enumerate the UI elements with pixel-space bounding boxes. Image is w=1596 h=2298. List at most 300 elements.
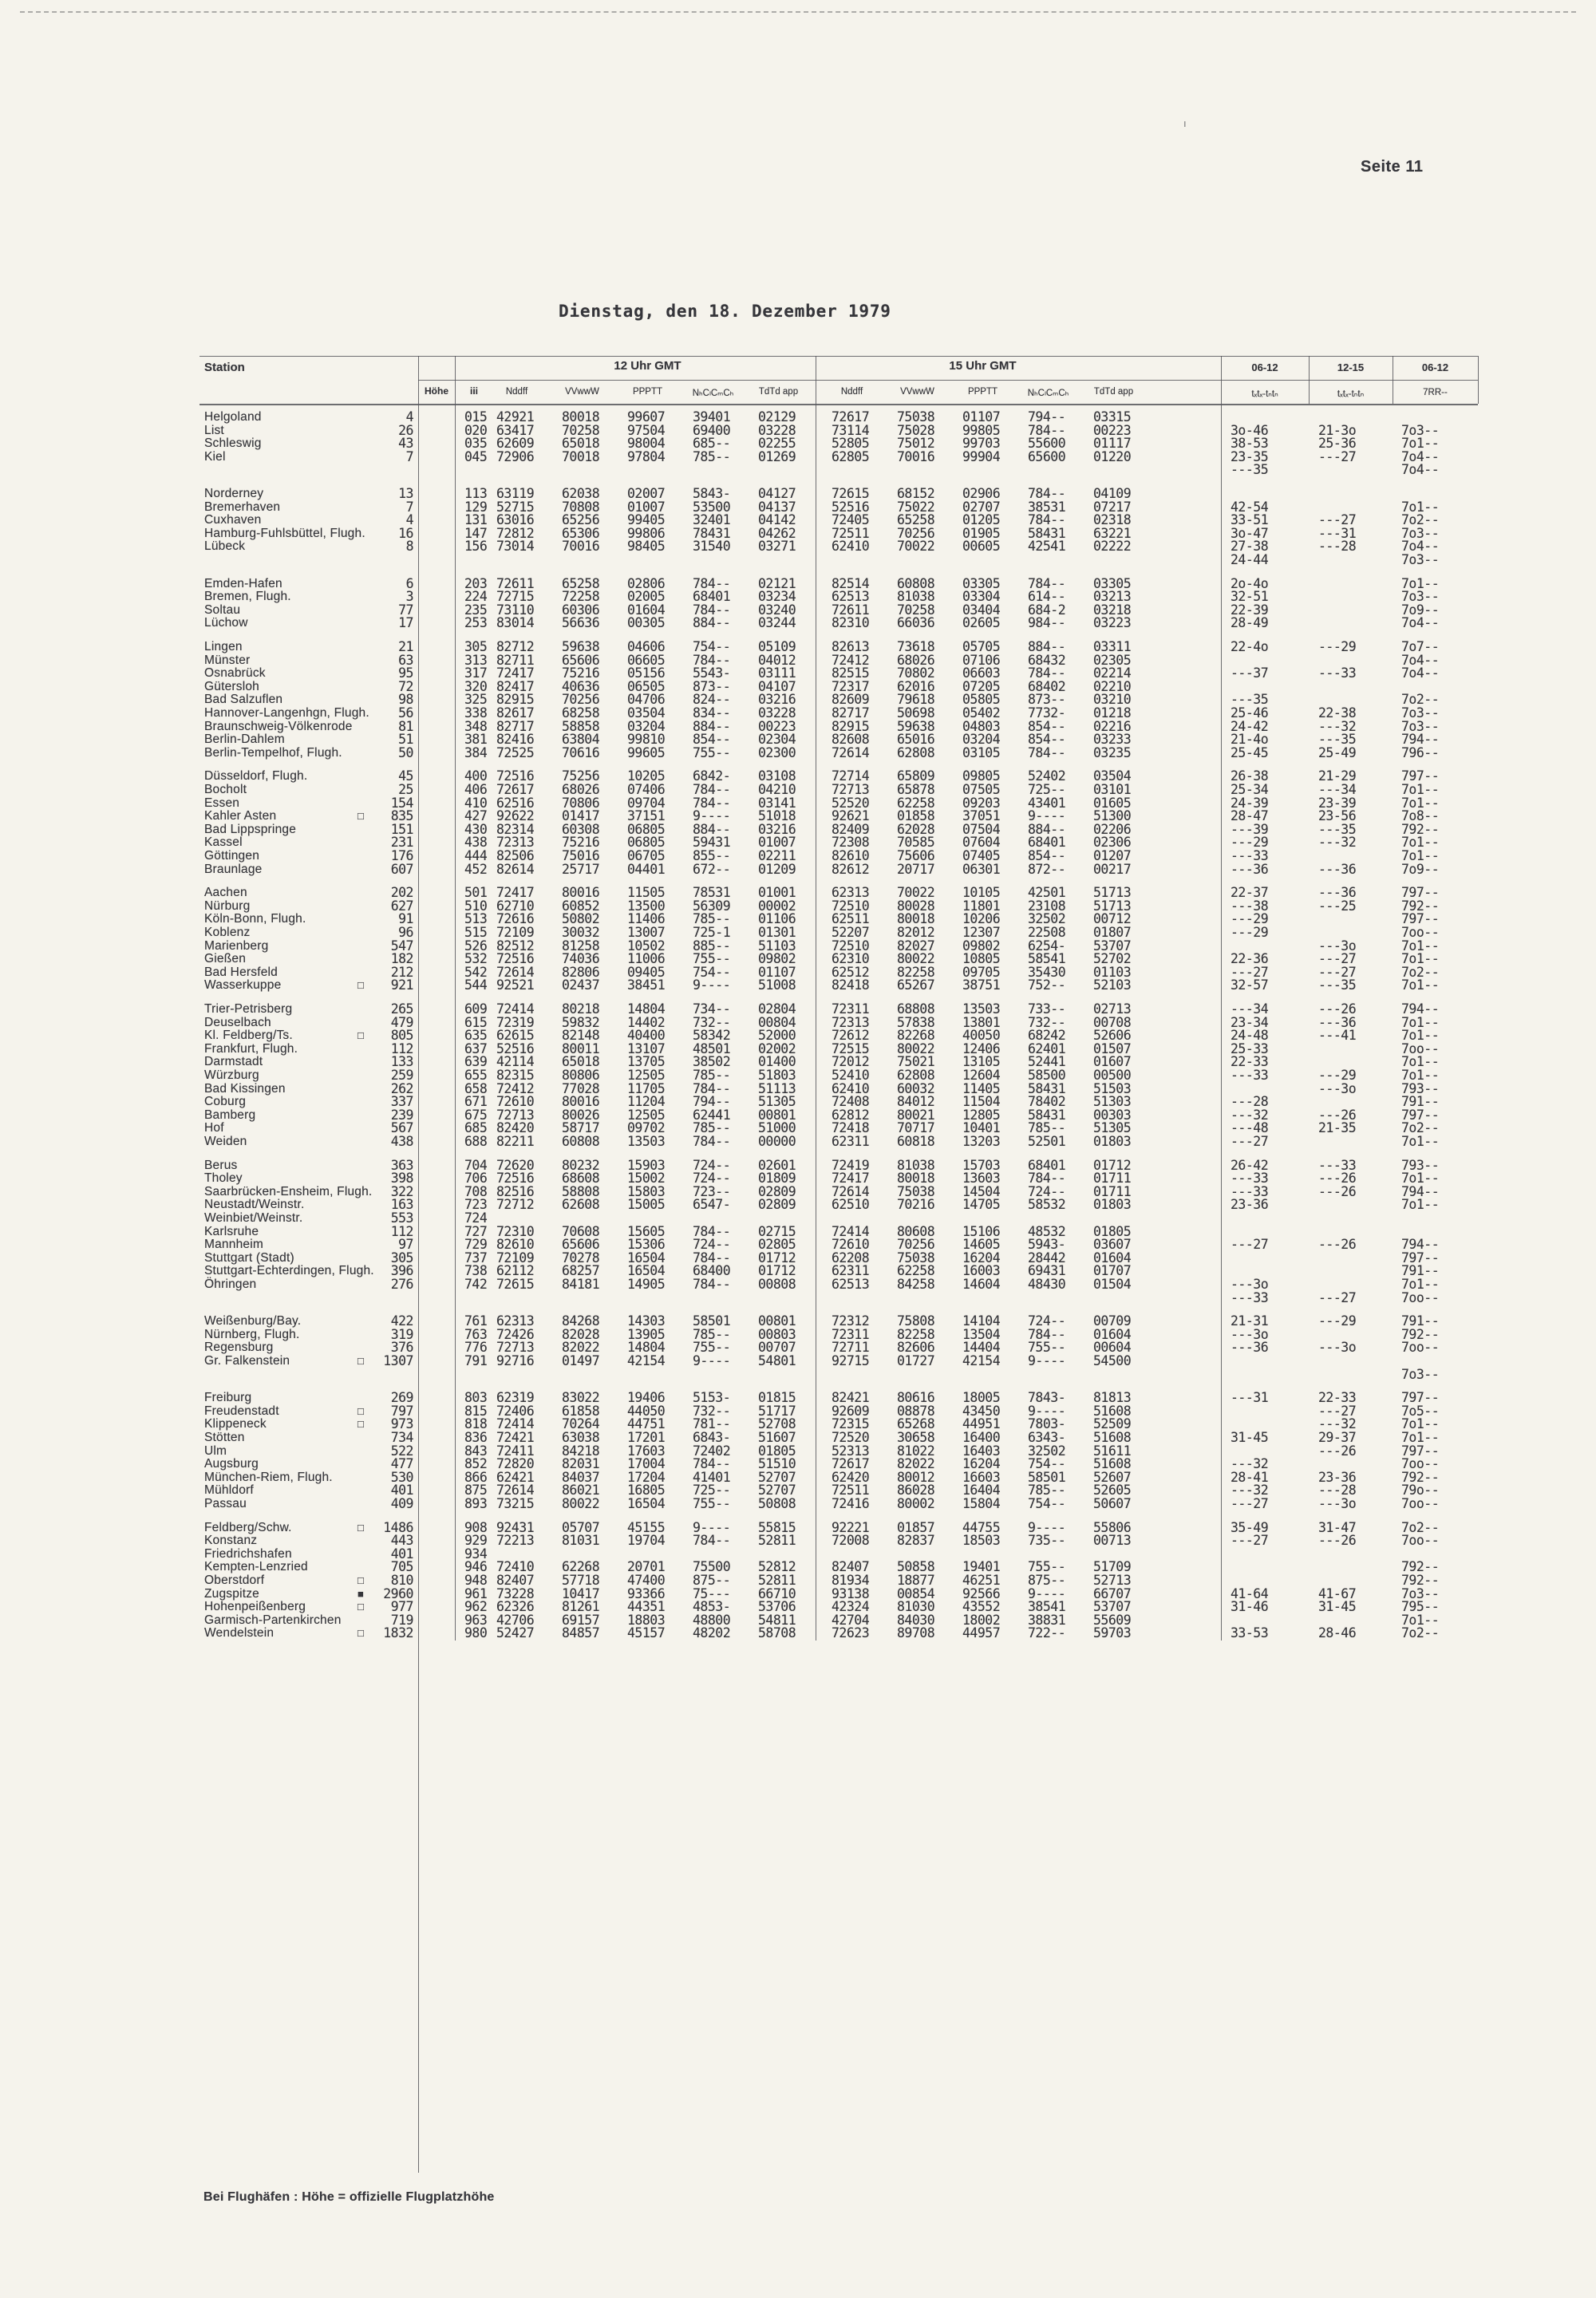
obs-12gmt-group: 884-- [693, 822, 731, 837]
obs-15gmt-group: 59638 [897, 719, 935, 734]
station-marker-icon: □ [358, 1627, 365, 1639]
station-height: 797 [390, 1404, 413, 1419]
climate-7rr-value: 7o8-- [1401, 808, 1440, 823]
obs-12gmt-group: 15005 [627, 1197, 666, 1212]
obs-12gmt-group: 784-- [693, 1533, 731, 1548]
obs-12gmt-group: 01417 [562, 808, 600, 823]
obs-12gmt-group: 72109 [496, 1250, 535, 1265]
obs-15gmt-group: 30658 [897, 1430, 935, 1445]
obs-15gmt-group: 72617 [832, 1456, 870, 1471]
obs-15gmt-group: 68401 [1028, 1158, 1066, 1173]
obs-15gmt-group: 72612 [832, 1028, 870, 1043]
obs-12gmt-group: 06505 [627, 679, 666, 694]
station-number: 704 [464, 1158, 488, 1173]
table-row [0, 1159, 1596, 1172]
obs-15gmt-group: 52702 [1093, 951, 1132, 966]
obs-15gmt-group: 03304 [962, 589, 1001, 604]
climate-7rr-value: 7o4-- [1401, 449, 1440, 464]
obs-12gmt-group: 32401 [693, 512, 731, 527]
obs-12gmt-group: 82806 [562, 965, 600, 980]
climate-12-15-value: ---27 [1318, 1404, 1357, 1419]
climate-06-12-value: 38-53 [1231, 436, 1269, 451]
obs-15gmt-group: 62258 [897, 1263, 935, 1278]
obs-12gmt-group: 52516 [496, 1041, 535, 1056]
climate-12-15-value: 21-29 [1318, 768, 1357, 784]
station-number: 427 [464, 808, 488, 823]
obs-15gmt-group: 82606 [897, 1340, 935, 1355]
station-height: 151 [390, 822, 413, 837]
obs-12gmt-group: 12505 [627, 1108, 666, 1123]
obs-12gmt-group: 37151 [627, 808, 666, 823]
obs-12gmt-group: 80022 [562, 1496, 600, 1511]
station-height: 734 [390, 1430, 413, 1445]
obs-12gmt-group: 99605 [627, 745, 666, 760]
obs-15gmt-group: 13603 [962, 1171, 1001, 1186]
obs-15gmt-group: 58431 [1028, 1108, 1066, 1123]
obs-15gmt-group: 872-- [1028, 862, 1066, 877]
climate-7rr-value: 7o1-- [1401, 1197, 1440, 1212]
obs-15gmt-group: 02318 [1093, 512, 1132, 527]
climate-12-15-value: 21-3o [1318, 423, 1357, 438]
obs-15gmt-group: 78402 [1028, 1094, 1066, 1109]
climate-06-12-value: 27-38 [1231, 539, 1269, 554]
station-number: 875 [464, 1483, 488, 1498]
climate-06-12-value: 33-51 [1231, 512, 1269, 527]
climate-12-15-value: 21-35 [1318, 1120, 1357, 1135]
table-row [0, 849, 1596, 863]
table-row [0, 1291, 1596, 1305]
obs-12gmt-group: 54801 [758, 1353, 796, 1368]
obs-12gmt-group: 60306 [562, 602, 600, 618]
obs-15gmt-group: 11504 [962, 1094, 1001, 1109]
obs-15gmt-group: 82409 [832, 822, 870, 837]
obs-15gmt-group: 07604 [962, 835, 1001, 850]
obs-15gmt-group: 754-- [1028, 1496, 1066, 1511]
obs-12gmt-group: 5543- [693, 665, 731, 681]
obs-15gmt-group: 72614 [832, 745, 870, 760]
station-number: 962 [464, 1599, 488, 1614]
obs-12gmt-group: 82314 [496, 822, 535, 837]
climate-06-12-value: 33-53 [1231, 1625, 1269, 1641]
obs-12gmt-group: 09704 [627, 796, 666, 811]
obs-12gmt-group: 72820 [496, 1456, 535, 1471]
station-name: Lübeck [204, 539, 246, 553]
obs-15gmt-group: 5943- [1028, 1237, 1066, 1252]
obs-12gmt-group: 00801 [758, 1313, 796, 1329]
obs-12gmt-group: 82610 [496, 1237, 535, 1252]
obs-15gmt-group: 15804 [962, 1496, 1001, 1511]
obs-15gmt-group: 62410 [832, 1081, 870, 1096]
obs-12gmt-group: 05109 [758, 639, 796, 654]
station-number: 893 [464, 1496, 488, 1511]
obs-12gmt-group: 42114 [496, 1054, 535, 1069]
obs-12gmt-group: 01400 [758, 1054, 796, 1069]
obs-12gmt-group: 44751 [627, 1416, 666, 1431]
obs-12gmt-group: 59832 [562, 1015, 600, 1030]
table-row [0, 577, 1596, 590]
climate-12-15-value: ---35 [1318, 732, 1357, 747]
obs-12gmt-group: 9---- [693, 1353, 731, 1368]
obs-12gmt-group: 03141 [758, 796, 796, 811]
obs-15gmt-group: 18005 [962, 1390, 1001, 1405]
station-number: 020 [464, 423, 488, 438]
obs-12gmt-group: 6547- [693, 1197, 731, 1212]
obs-15gmt-group: 86028 [897, 1483, 935, 1498]
obs-12gmt-group: 875-- [693, 1573, 731, 1588]
obs-12gmt-group: 72617 [496, 782, 535, 797]
station-name: Kahler Asten [204, 809, 277, 823]
obs-15gmt-group: 72311 [832, 1327, 870, 1342]
climate-7rr-value: 7o3-- [1401, 1586, 1440, 1601]
obs-12gmt-group: 58808 [562, 1184, 600, 1199]
obs-12gmt-group: 92431 [496, 1520, 535, 1535]
obs-12gmt-group: 98405 [627, 539, 666, 554]
table-row [0, 653, 1596, 667]
obs-15gmt-group: 75038 [897, 409, 935, 424]
station-height: 176 [390, 848, 413, 863]
obs-12gmt-group: 72620 [496, 1158, 535, 1173]
obs-15gmt-group: 02216 [1093, 719, 1132, 734]
obs-15gmt-group: 9---- [1028, 1404, 1066, 1419]
obs-12gmt-group: 00803 [758, 1327, 796, 1342]
table-rows [0, 410, 1596, 1687]
obs-15gmt-group: 01805 [1093, 1224, 1132, 1239]
climate-06-12-value: 21-31 [1231, 1313, 1269, 1329]
climate-12-15-value: ---26 [1318, 1108, 1357, 1123]
obs-12gmt-group: 38451 [627, 977, 666, 993]
station-number: 658 [464, 1081, 488, 1096]
station-number: 325 [464, 692, 488, 707]
station-number: 963 [464, 1613, 488, 1628]
climate-7rr-value: 7o1-- [1401, 576, 1440, 591]
obs-12gmt-group: 51008 [758, 977, 796, 993]
climate-06-12-value: 31-45 [1231, 1430, 1269, 1445]
climate-7rr-value: 7oo-- [1401, 1456, 1440, 1471]
obs-12gmt-group: 14402 [627, 1015, 666, 1030]
station-name: Kiel [204, 450, 226, 464]
station-number: 737 [464, 1250, 488, 1265]
col-subheader-txtn-1: tₓtₓ-tₙtₙ [1251, 389, 1278, 399]
table-row [0, 863, 1596, 876]
station-height: 522 [390, 1443, 413, 1459]
obs-15gmt-group: 13105 [962, 1054, 1001, 1069]
obs-12gmt-group: 65606 [562, 1237, 600, 1252]
obs-15gmt-group: 52605 [1093, 1483, 1132, 1498]
obs-12gmt-group: 17204 [627, 1470, 666, 1485]
obs-12gmt-group: 02809 [758, 1184, 796, 1199]
station-number: 609 [464, 1001, 488, 1017]
obs-15gmt-group: 01803 [1093, 1197, 1132, 1212]
obs-15gmt-group: 52509 [1093, 1416, 1132, 1431]
obs-15gmt-group: 62208 [832, 1250, 870, 1265]
climate-06-12-value: ---33 [1231, 1171, 1269, 1186]
obs-12gmt-group: 70278 [562, 1250, 600, 1265]
station-number: 929 [464, 1533, 488, 1548]
col-header-ppptt-12: PPPTT [632, 387, 663, 397]
obs-12gmt-group: 57718 [562, 1573, 600, 1588]
climate-06-12-value: ---27 [1231, 1496, 1269, 1511]
climate-7rr-value: 791-- [1401, 1263, 1440, 1278]
obs-12gmt-group: 725-- [693, 1483, 731, 1498]
station-height: 51 [398, 732, 413, 747]
obs-12gmt-group: 59638 [562, 639, 600, 654]
obs-12gmt-group: 80018 [562, 409, 600, 424]
obs-15gmt-group: 03223 [1093, 615, 1132, 630]
climate-7rr-value: 792-- [1401, 822, 1440, 837]
obs-15gmt-group: 42501 [1028, 885, 1066, 900]
station-height: 182 [390, 951, 413, 966]
obs-15gmt-group: 68242 [1028, 1028, 1066, 1043]
obs-15gmt-group: 03504 [1093, 768, 1132, 784]
obs-12gmt-group: 80016 [562, 885, 600, 900]
obs-15gmt-group: 07205 [962, 679, 1001, 694]
climate-12-15-value: 23-36 [1318, 1470, 1357, 1485]
climate-7rr-value: 7o1-- [1401, 1028, 1440, 1043]
station-number: 815 [464, 1404, 488, 1419]
obs-15gmt-group: 03105 [962, 745, 1001, 760]
table-row [0, 463, 1596, 476]
obs-15gmt-group: 72412 [832, 653, 870, 668]
obs-15gmt-group: 84030 [897, 1613, 935, 1628]
station-height: 13 [398, 486, 413, 501]
station-number: 510 [464, 898, 488, 914]
station-name: Bad Lippspringe [204, 823, 297, 836]
obs-12gmt-group: 784-- [693, 1456, 731, 1471]
climate-12-15-value: ---36 [1318, 862, 1357, 877]
station-name: Saarbrücken-Ensheim, Flugh. [204, 1185, 373, 1198]
station-height: 422 [390, 1313, 413, 1329]
obs-12gmt-group: 15605 [627, 1224, 666, 1239]
station-number: 836 [464, 1430, 488, 1445]
obs-15gmt-group: 58541 [1028, 951, 1066, 966]
obs-12gmt-group: 83022 [562, 1390, 600, 1405]
obs-12gmt-group: 38502 [693, 1054, 731, 1069]
station-height: 398 [390, 1171, 413, 1186]
climate-7rr-value: 791-- [1401, 1313, 1440, 1329]
obs-12gmt-group: 10417 [562, 1586, 600, 1601]
obs-12gmt-group: 48800 [693, 1613, 731, 1628]
obs-12gmt-group: 68400 [693, 1263, 731, 1278]
obs-12gmt-group: 784-- [693, 1250, 731, 1265]
obs-15gmt-group: 14404 [962, 1340, 1001, 1355]
station-height: 276 [390, 1277, 413, 1292]
obs-12gmt-group: 725-1 [693, 925, 731, 940]
obs-12gmt-group: 05156 [627, 665, 666, 681]
obs-15gmt-group: 684-2 [1028, 602, 1066, 618]
obs-15gmt-group: 75606 [897, 848, 935, 863]
obs-12gmt-group: 781-- [693, 1416, 731, 1431]
obs-12gmt-group: 00002 [758, 898, 796, 914]
climate-06-12-value: 22-4o [1231, 639, 1269, 654]
obs-15gmt-group: 82421 [832, 1390, 870, 1405]
obs-12gmt-group: 13107 [627, 1041, 666, 1056]
obs-15gmt-group: 784-- [1028, 745, 1066, 760]
obs-12gmt-group: 60308 [562, 822, 600, 837]
station-marker-icon: □ [358, 1405, 365, 1417]
obs-15gmt-group: 58500 [1028, 1068, 1066, 1083]
station-name: München-Riem, Flugh. [204, 1471, 333, 1484]
obs-15gmt-group: 09203 [962, 796, 1001, 811]
obs-15gmt-group: 51709 [1093, 1559, 1132, 1574]
obs-15gmt-group: 16400 [962, 1430, 1001, 1445]
climate-06-12-value: ---29 [1231, 835, 1269, 850]
obs-15gmt-group: 72520 [832, 1430, 870, 1445]
table-row [0, 1121, 1596, 1135]
obs-15gmt-group: 875-- [1028, 1573, 1066, 1588]
climate-7rr-value: 7o2-- [1401, 692, 1440, 707]
obs-15gmt-group: 07405 [962, 848, 1001, 863]
obs-12gmt-group: 62038 [562, 486, 600, 501]
obs-12gmt-group: 02715 [758, 1224, 796, 1239]
obs-12gmt-group: 754-- [693, 965, 731, 980]
obs-15gmt-group: 63221 [1093, 526, 1132, 541]
obs-12gmt-group: 80016 [562, 1094, 600, 1109]
obs-15gmt-group: 00712 [1093, 911, 1132, 926]
station-name: Tholey [204, 1171, 243, 1185]
obs-15gmt-group: 23108 [1028, 898, 1066, 914]
obs-15gmt-group: 72611 [832, 602, 870, 618]
climate-12-15-value: 23-56 [1318, 808, 1357, 823]
station-name: Bad Hersfeld [204, 965, 279, 979]
station-height: 239 [390, 1108, 413, 1123]
obs-12gmt-group: 755-- [693, 1496, 731, 1511]
station-height: 63 [398, 653, 413, 668]
climate-7rr-value: 7o1-- [1401, 1015, 1440, 1030]
obs-15gmt-group: 01605 [1093, 796, 1132, 811]
obs-15gmt-group: 43401 [1028, 796, 1066, 811]
station-height: 56 [398, 705, 413, 721]
col-header-station: Station [204, 361, 245, 374]
obs-12gmt-group: 72715 [496, 589, 535, 604]
obs-12gmt-group: 72516 [496, 951, 535, 966]
obs-15gmt-group: 62512 [832, 965, 870, 980]
station-number: 685 [464, 1120, 488, 1135]
obs-12gmt-group: 62609 [496, 436, 535, 451]
climate-06-12-value: 2o-4o [1231, 576, 1269, 591]
obs-12gmt-group: 72713 [496, 1340, 535, 1355]
obs-15gmt-group: 03213 [1093, 589, 1132, 604]
climate-12-15-value: ---3o [1318, 1340, 1357, 1355]
obs-12gmt-group: 17603 [627, 1443, 666, 1459]
climate-7rr-value: 7o3-- [1401, 552, 1440, 567]
climate-7rr-value: 7o7-- [1401, 639, 1440, 654]
obs-15gmt-group: 12604 [962, 1068, 1001, 1083]
station-name: Freudenstadt [204, 1404, 279, 1418]
obs-15gmt-group: 01103 [1093, 965, 1132, 980]
climate-06-12-value: 22-39 [1231, 602, 1269, 618]
obs-15gmt-group: 16003 [962, 1263, 1001, 1278]
obs-12gmt-group: 6842- [693, 768, 731, 784]
obs-15gmt-group: 732-- [1028, 1015, 1066, 1030]
table-row [0, 487, 1596, 500]
obs-15gmt-group: 75028 [897, 423, 935, 438]
obs-15gmt-group: 884-- [1028, 822, 1066, 837]
obs-12gmt-group: 82617 [496, 705, 535, 721]
obs-12gmt-group: 78431 [693, 526, 731, 541]
station-height: 319 [390, 1327, 413, 1342]
obs-12gmt-group: 72615 [496, 1277, 535, 1292]
obs-15gmt-group: 02214 [1093, 665, 1132, 681]
obs-15gmt-group: 72317 [832, 679, 870, 694]
obs-12gmt-group: 72417 [496, 665, 535, 681]
climate-06-12-value: ---38 [1231, 898, 1269, 914]
obs-15gmt-group: 01858 [897, 808, 935, 823]
obs-15gmt-group: 15703 [962, 1158, 1001, 1173]
obs-12gmt-group: 72319 [496, 1015, 535, 1030]
obs-15gmt-group: 62510 [832, 1197, 870, 1212]
obs-12gmt-group: 785-- [693, 449, 731, 464]
climate-7rr-value: 7o1-- [1401, 1430, 1440, 1445]
obs-15gmt-group: 10105 [962, 885, 1001, 900]
col-header-hoehe: Höhe [425, 385, 448, 397]
obs-12gmt-group: 82022 [562, 1340, 600, 1355]
table-row [0, 1613, 1596, 1627]
obs-12gmt-group: 62421 [496, 1470, 535, 1485]
obs-12gmt-group: 72614 [496, 965, 535, 980]
table-row [0, 410, 1596, 424]
obs-12gmt-group: 72310 [496, 1224, 535, 1239]
obs-15gmt-group: 614-- [1028, 589, 1066, 604]
obs-15gmt-group: 03404 [962, 602, 1001, 618]
obs-15gmt-group: 82515 [832, 665, 870, 681]
obs-12gmt-group: 98004 [627, 436, 666, 451]
obs-12gmt-group: 11006 [627, 951, 666, 966]
obs-12gmt-group: 06805 [627, 822, 666, 837]
obs-12gmt-group: 20701 [627, 1559, 666, 1574]
obs-12gmt-group: 17201 [627, 1430, 666, 1445]
obs-15gmt-group: 72419 [832, 1158, 870, 1173]
obs-15gmt-group: 02713 [1093, 1001, 1132, 1017]
obs-12gmt-group: 01107 [758, 965, 796, 980]
climate-12-15-value: ---32 [1318, 835, 1357, 850]
obs-15gmt-group: 72614 [832, 1184, 870, 1199]
climate-06-12-value: 31-46 [1231, 1599, 1269, 1614]
obs-12gmt-group: 31540 [693, 539, 731, 554]
station-number: 515 [464, 925, 488, 940]
obs-15gmt-group: 784-- [1028, 1327, 1066, 1342]
obs-15gmt-group: 03311 [1093, 639, 1132, 654]
obs-12gmt-group: 72411 [496, 1443, 535, 1459]
obs-12gmt-group: 62615 [496, 1028, 535, 1043]
obs-12gmt-group: 68026 [562, 782, 600, 797]
obs-15gmt-group: 755-- [1028, 1340, 1066, 1355]
station-name: Augsburg [204, 1457, 259, 1471]
obs-12gmt-group: 732-- [693, 1015, 731, 1030]
obs-15gmt-group: 82612 [832, 862, 870, 877]
obs-15gmt-group: 43552 [962, 1599, 1001, 1614]
obs-12gmt-group: 04606 [627, 639, 666, 654]
station-number: 763 [464, 1327, 488, 1342]
obs-15gmt-group: 72714 [832, 768, 870, 784]
obs-12gmt-group: 61858 [562, 1404, 600, 1419]
climate-12-15-value: ---28 [1318, 1483, 1357, 1498]
obs-12gmt-group: 82416 [496, 732, 535, 747]
obs-12gmt-group: 30032 [562, 925, 600, 940]
obs-15gmt-group: 62805 [832, 449, 870, 464]
station-number: 708 [464, 1184, 488, 1199]
obs-15gmt-group: 62808 [897, 745, 935, 760]
obs-15gmt-group: 65878 [897, 782, 935, 797]
obs-15gmt-group: 92609 [832, 1404, 870, 1419]
obs-12gmt-group: 00808 [758, 1277, 796, 1292]
table-row [0, 809, 1596, 823]
obs-12gmt-group: 06805 [627, 835, 666, 850]
obs-15gmt-group: 82613 [832, 639, 870, 654]
station-number: 338 [464, 705, 488, 721]
table-row [0, 1573, 1596, 1587]
obs-15gmt-group: 62258 [897, 796, 935, 811]
obs-12gmt-group: 48501 [693, 1041, 731, 1056]
